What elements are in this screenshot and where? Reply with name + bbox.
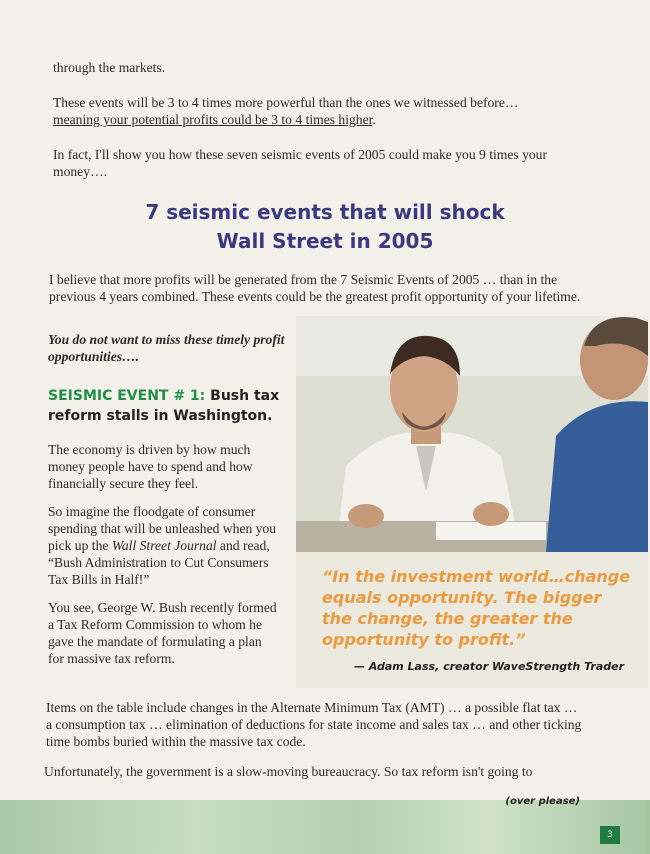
items-paragraph: Items on the table include changes in the Alternate Minimum Tax (AMT) … a possible flat tax … a consumption tax … elimination of deductions for state income and sales tax … and other ticking time bombs buried within the massive tax code.	[46, 700, 582, 749]
intro-paragraph-2	[53, 94, 593, 128]
commission-paragraph: You see, George W. Bush recently formed a Tax Reform Commission to whom he gave the mandate of formulating a plan for massive tax reform.	[48, 600, 277, 666]
imagine-paragraph	[48, 503, 280, 588]
seismic-event-1-title	[48, 386, 293, 426]
seismic-event-label: SEISMIC EVENT # 1:	[48, 388, 206, 404]
intro-paragraph-3: In fact, I'll show you how these seven seismic events of 2005 could make you 9 times your money….	[53, 147, 547, 179]
imagine-text-b: and read, “Bush Administration to Cut Consumers Tax Bills in Half!”	[48, 538, 270, 587]
page-number: 3	[600, 826, 620, 844]
pull-quote: “In the investment world…change equals opportunity. The bigger the change, the greater the opportunity to profit.”	[322, 567, 631, 649]
tagline: You do not want to miss these timely profit opportunities….	[48, 332, 285, 364]
headline	[80, 198, 570, 256]
believe-paragraph: I believe that more profits will be generated from the 7 Seismic Events of 2005 … than in the previous 4 years combined. These events could be the greatest profit opportunity of your lifetime.	[49, 272, 581, 304]
over-please: (over please)	[505, 796, 580, 807]
unfortunately-paragraph: Unfortunately, the government is a slow-moving bureaucracy. So tax reform isn't going to	[44, 764, 533, 779]
seismic-event-heading: Bush tax reform stalls in Washington.	[48, 388, 280, 424]
decorative-money-band	[0, 800, 650, 854]
quote-attribution: — Adam Lass, creator WaveStrength Trader	[353, 660, 624, 673]
intro-paragraph-2-underlined: meaning your potential profits could be 3 to 4 times higher	[53, 112, 373, 127]
meeting-photo	[296, 316, 648, 552]
headline-line-1: 7 seismic events that will shock	[145, 200, 505, 224]
economy-paragraph: The economy is driven by how much money people have to spend and how financially secure they feel.	[48, 442, 253, 491]
intro-paragraph-2-end: .	[372, 112, 376, 127]
intro-paragraph-2-text: These events will be 3 to 4 times more powerful than the ones we witnessed before…	[53, 95, 519, 110]
headline-line-2: Wall Street in 2005	[216, 229, 434, 253]
imagine-text-a: So imagine the floodgate of consumer spending that will be unleashed when you pick up the	[48, 504, 277, 553]
intro-paragraph-1: through the markets.	[53, 60, 166, 75]
journal-title: Wall Street Journal	[111, 538, 217, 553]
meeting-photo-illustration	[296, 316, 648, 552]
